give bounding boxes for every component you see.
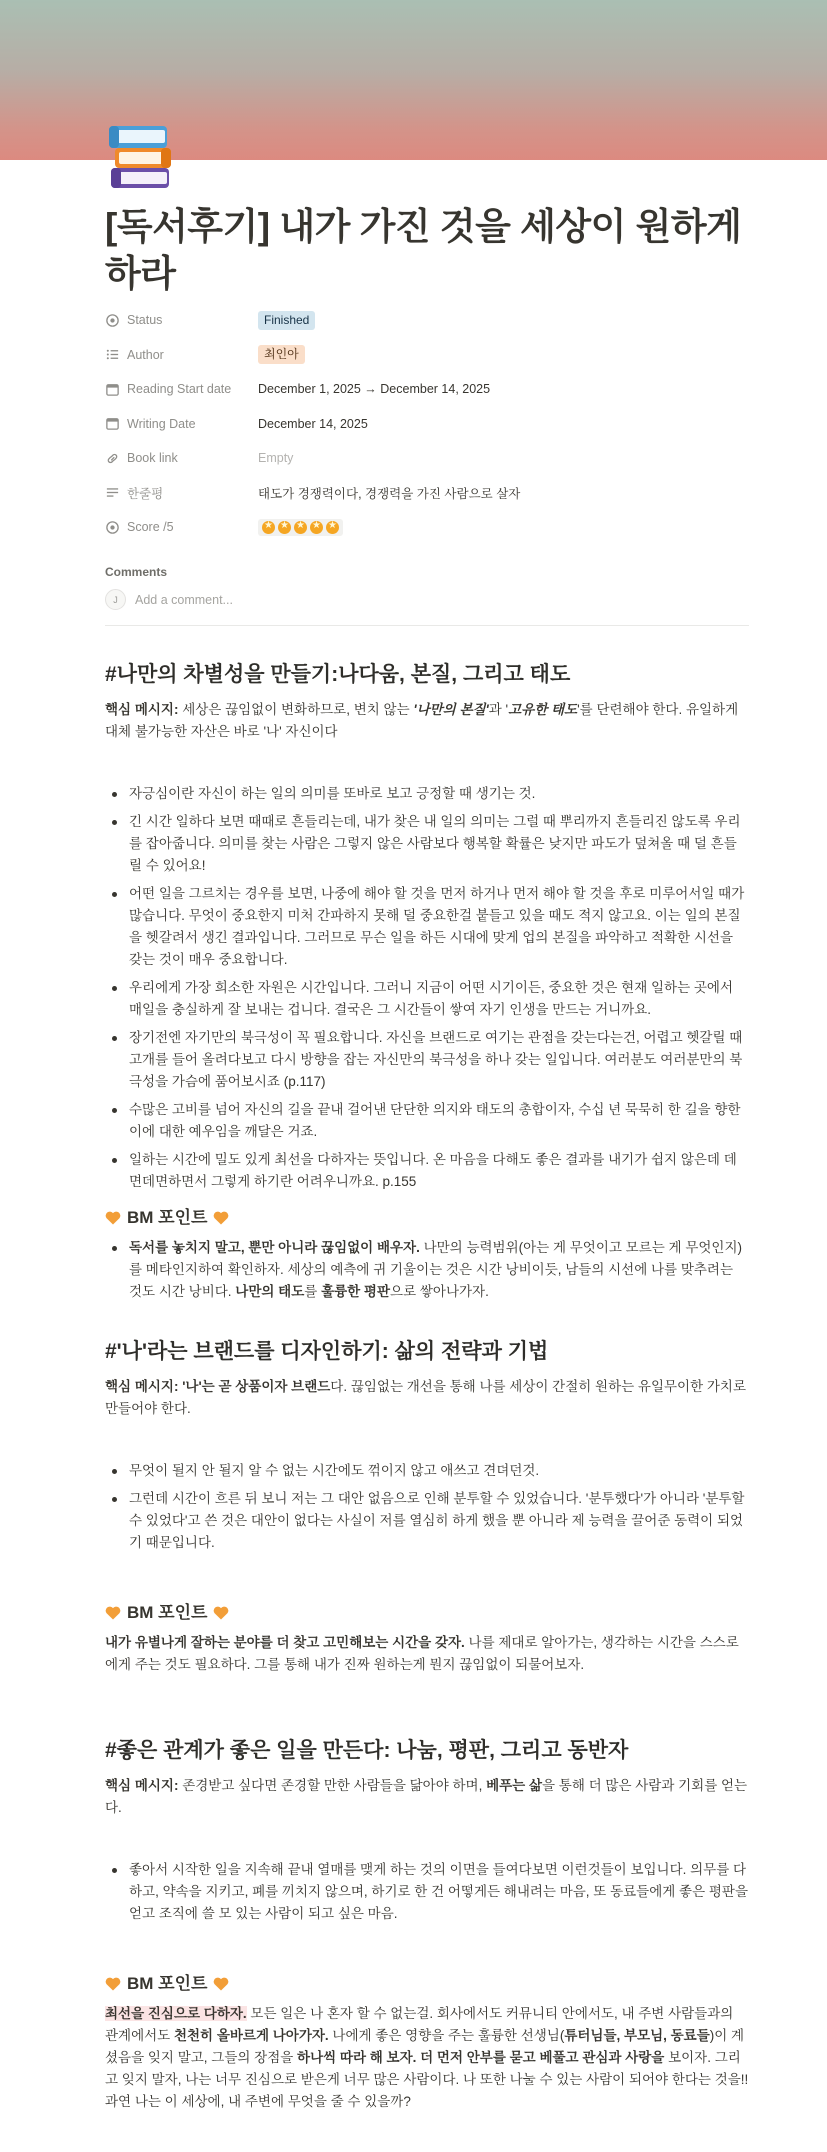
author-badge[interactable]: 최인아 [258, 345, 305, 364]
property-reading-start-date[interactable] [105, 372, 749, 407]
orange-heart-icon [105, 1977, 121, 1991]
list-item[interactable]: 어떤 일을 그르치는 경우를 보면, 나중에 해야 할 것을 먼저 하거나 먼저 해야 할 것을 후로 미루어서일 때가 많습니다. 무엇이 중요한지 미처 간파하지 못해 덜 중요한걸 붙들고 있을 때도 적지 않고요. 이는 일의 본질을 헷갈려서 생긴 결과입니다. 그러므로 무슨 일을 하든 시대에 맞게 업의 본질을 파악하고 적확한 시선을 갖는 것이 매우 중요합니다. [105, 883, 749, 971]
star-icon [310, 521, 323, 534]
list-item[interactable]: 우리에게 가장 희소한 자원은 시간입니다. 그러니 지금이 어떤 시기이든, 중요한 것은 현재 일하는 곳에서 매일을 충실하게 잘 보내는 겁니다. 결국은 그 시간들이 쌓여 자기 인생을 만드는 거니까요. [105, 977, 749, 1021]
property-key [105, 484, 258, 502]
list-item[interactable]: 수많은 고비를 넘어 자신의 길을 끝내 걸어낸 단단한 의지와 태도의 총합이자, 수십 년 묵묵히 한 길을 향한 이에 대한 예우임을 깨달은 거죠. [105, 1099, 749, 1143]
list-item[interactable]: 긴 시간 일하다 보면 때때로 흔들리는데, 내가 찾은 내 일의 의미는 그럴 때 뿌리까지 흔들리진 않도록 우리를 잡아줍니다. 의미를 찾는 사람은 그렇지 않은 사람보다 행복할 확률은 낮지만 파도가 덮쳐올 때 덜 흔들릴 수 있어요! [105, 811, 749, 877]
properties-panel [105, 303, 749, 545]
list-item[interactable]: 그런데 시간이 흐른 뒤 보니 저는 그 대안 없음으로 인해 분투할 수 있었습니다. '분투했다'가 아니라 '분투할 수 있었다'고 쓴 것은 대안이 없다는 사실이 저를 열심히 하게 했을 뿐 아니라 제 능력을 끌어준 동력이 되었기 때문입니다. [105, 1488, 749, 1554]
emphasis-text: 천천히 올바르게 나아가자. [173, 2028, 329, 2043]
property-label: Score /5 [127, 520, 174, 535]
text-run: 세상은 끊임없이 변화하므로, 변치 않는 [178, 702, 414, 717]
status-badge[interactable]: Finished [258, 311, 315, 330]
comment-row[interactable] [105, 589, 233, 610]
property-label: 한줄평 [127, 486, 164, 501]
key-message[interactable] [105, 1775, 749, 1819]
text-run: 존경받고 싶다면 존경할 만한 사람들을 닮아야 하며, [178, 1778, 487, 1793]
bullet-list [105, 1237, 749, 1303]
comment-input[interactable]: Add a comment... [135, 592, 233, 607]
property-author[interactable] [105, 338, 749, 373]
bullet-list [105, 1460, 749, 1554]
status-icon [105, 313, 120, 328]
comments-label: Comments [105, 565, 168, 579]
list-item[interactable]: 자긍심이란 자신이 하는 일의 의미를 또바로 보고 긍정할 때 생기는 것. [105, 783, 749, 805]
key-message-label: 핵심 메시지: [105, 1778, 179, 1793]
emphasis-text: 베푸는 삶 [486, 1778, 542, 1793]
bm-point-text[interactable] [105, 1632, 749, 1676]
bullet-list [105, 783, 749, 1193]
text-run: 나를 제대로 알아가는, 생각하는 시간을 스스로에게 주는 것도 필요하다. 그를 통해 내가 진짜 원하는게 뭔지 끊임없이 되물어보자. [105, 1635, 739, 1672]
text-run: 모든 일은 나 혼자 할 수 없는걸. 회사에서도 커뮤니티 안에서도, 내 주변 사람들과의 관계에서도 [105, 2006, 734, 2043]
bm-point-text[interactable] [105, 2003, 749, 2113]
key-message[interactable] [105, 699, 749, 743]
section-heading[interactable]: #'나'라는 브랜드를 디자인하기: 삶의 전략과 기법 [105, 1340, 549, 1363]
orange-heart-icon [105, 1606, 121, 1620]
text-run: 나에게 좋은 영향을 주는 훌륭한 선생님( [328, 2028, 565, 2043]
key-message-label: 핵심 메시지: '나'는 곧 상품이자 브랜드 [105, 1379, 331, 1394]
score-rating[interactable] [258, 519, 343, 536]
bullet-list [105, 1859, 749, 1925]
star-icon [262, 521, 275, 534]
emphasis-text: 튜터님들, 부모님, 동료들 [564, 2028, 710, 2043]
property-label: Writing Date [127, 416, 196, 431]
divider [105, 625, 749, 626]
section-heading[interactable]: #좋은 관계가 좋은 일을 만든다: 나눔, 평판, 그리고 동반자 [105, 1739, 629, 1762]
date-value[interactable]: December 14, 2025 [258, 416, 368, 431]
page-content [105, 660, 749, 2113]
property-label: Status [127, 313, 163, 328]
emphasis-text: 훌륭한 평판 [321, 1284, 391, 1299]
emphasis-text: 나만의 태도 [235, 1284, 305, 1299]
emphasis-text: 고유한 태도 [508, 702, 578, 717]
property-key [105, 313, 258, 328]
books-icon[interactable] [105, 122, 177, 192]
property-label: Author [127, 347, 164, 362]
calendar-icon [105, 382, 120, 397]
property-one-line-review[interactable] [105, 476, 749, 511]
star-icon [326, 521, 339, 534]
list-item[interactable]: 무엇이 될지 안 될지 알 수 없는 시간에도 꺾이지 않고 애쓰고 견뎌던것. [105, 1460, 749, 1482]
text-run: 나만의 능력범위(아는 게 무엇이고 모르는 게 무엇인지)를 메타인지하여 확인하자. 세상의 예측에 귀 기울이는 것은 시간 낭비이듯, 남들의 시선에 나를 맞추려는 것도 시간 낭비다. [129, 1240, 742, 1299]
text-run: 으로 쌓아나가자. [390, 1284, 489, 1299]
property-key [105, 347, 258, 362]
property-key [105, 520, 258, 535]
emphasis-text: '나만의 본질' [413, 702, 489, 717]
property-status[interactable] [105, 303, 749, 338]
emphasis-text: 독서를 놓치지 말고, 뿐만 아니라 끊임없이 배우자. [129, 1240, 420, 1255]
link-icon [105, 451, 120, 466]
key-message[interactable] [105, 1376, 749, 1420]
text-run: 를 [304, 1284, 322, 1299]
property-label: Book link [127, 451, 178, 466]
list-icon [105, 347, 120, 362]
bm-point-title: BM 포인트 [127, 1974, 208, 1993]
key-message-label: 핵심 메시지: [105, 702, 179, 717]
text-run: )이 계셨음을 잊지 말고, 그들의 장점을 [105, 2028, 745, 2065]
property-label: Reading Start date [127, 382, 232, 397]
section-heading[interactable]: #나만의 차별성을 만들기:나다움, 본질, 그리고 태도 [105, 663, 571, 686]
star-icon [294, 521, 307, 534]
list-item[interactable] [105, 1237, 749, 1303]
date-range-value[interactable]: December 1, 2025 → December 14, 2025 [258, 382, 491, 397]
text-run: 보이자. 그리고 잊지 말자, 나는 너무 진심으로 받은게 너무 많은 사람이다. 나 또한 나눌 수 있는 사람이 되어야 한다는 것을!! 과연 나는 이 세상에, 내 주변에 무엇을 줄 수 있을까? [105, 2050, 749, 2109]
emphasis-text: 내가 유별나게 잘하는 분야를 더 찾고 고민해보는 시간을 갖자. [105, 1635, 465, 1650]
text-run: '를 단련해야 한다. 유일하게 대체 불가능한 자산은 바로 '나' 자신이다 [105, 702, 739, 739]
text-run: 다. 끊임없는 개선을 통해 나를 세상이 간절히 원하는 유일무이한 가치로 만들어야 한다. [105, 1379, 746, 1416]
orange-heart-icon [213, 1211, 229, 1225]
avatar: J [105, 589, 126, 610]
highlighted-text: 최선을 진심으로 다하자. [105, 2006, 247, 2021]
text-run: 과 ' [488, 702, 509, 717]
orange-heart-icon [105, 1211, 121, 1225]
star-icon [278, 521, 291, 534]
bm-point-title: BM 포인트 [127, 1208, 208, 1227]
emphasis-text: 하나씩 따라 해 보자. 더 먼저 안부를 묻고 베풀고 관심과 사랑을 [297, 2050, 665, 2065]
orange-heart-icon [213, 1606, 229, 1620]
list-item[interactable]: 좋아서 시작한 일을 지속해 끝내 열매를 맺게 하는 것의 이면을 들여다보면 이런것들이 보입니다. 의무를 다하고, 약속을 지키고, 폐를 끼치지 않으며, 하기로 한 건 어떻게든 해내려는 마음, 또 동료들에게 좋은 평판을 얻고 조직에 쓸 모 있는 사람이 되고 싶은 마음. [105, 1859, 749, 1925]
list-item[interactable]: 일하는 시간에 밀도 있게 최선을 다하자는 뜻입니다. 온 마음을 다해도 좋은 결과를 내기가 쉽지 않은데 데면데면하면서 그렇게 하기란 어려우니까요. p.155 [105, 1149, 749, 1193]
review-value[interactable]: 태도가 경쟁력이다, 경쟁력을 가진 사람으로 살자 [258, 486, 521, 501]
bm-point-heading[interactable] [105, 1600, 749, 1626]
list-item[interactable]: 장기전엔 자기만의 북극성이 꼭 필요합니다. 자신을 브랜드로 여기는 관점을 갖는다는건, 어렵고 헷갈릴 때 고개를 들어 올려다보고 다시 방향을 잡는 자신만의 북극성을 하나 갖는 일입니다. 여러분도 여러분만의 북극성을 가슴에 품어보시죠 (p.117) [105, 1027, 749, 1093]
text-run: 을 통해 더 많은 사람과 기회를 얻는다. [105, 1778, 748, 1815]
property-key [105, 382, 258, 397]
property-score[interactable] [105, 510, 749, 545]
text-icon [105, 485, 120, 500]
status-icon [105, 520, 120, 535]
property-key [105, 451, 258, 466]
property-writing-date[interactable] [105, 407, 749, 442]
empty-value[interactable]: Empty [258, 451, 294, 466]
page-title[interactable]: [독서후기] 내가 가진 것을 세상이 원하게 하라 [105, 206, 742, 294]
bm-point-heading[interactable] [105, 1971, 749, 1997]
bm-point-title: BM 포인트 [127, 1603, 208, 1622]
calendar-icon [105, 416, 120, 431]
property-key [105, 416, 258, 431]
orange-heart-icon [213, 1977, 229, 1991]
property-book-link[interactable] [105, 441, 749, 476]
bm-point-heading[interactable] [105, 1205, 749, 1231]
